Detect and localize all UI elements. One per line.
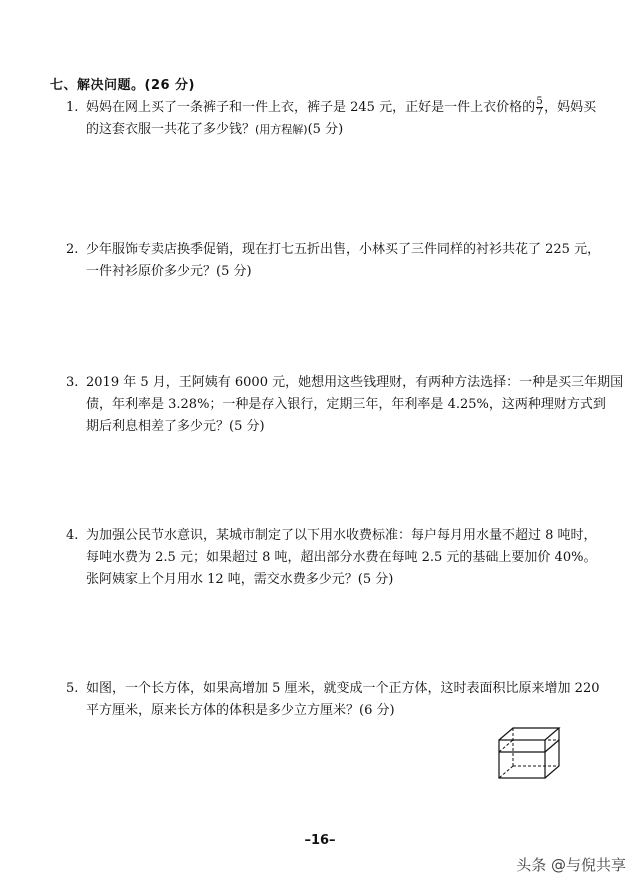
problem-1-line-1 xyxy=(66,96,597,119)
problem-5-line-1 xyxy=(66,678,600,700)
section-title: 七、解决问题。(26 分) xyxy=(50,78,195,93)
problem-4-line-2: 每吨水费为 2.5 元；如果超过 8 吨，超出部分水费在每吨 2.5 元的基础上要加价 40%。 xyxy=(86,550,597,565)
problem-2-line-1 xyxy=(66,239,601,261)
problem-5-line-2: 平方厘米，原来长方体的体积是多少立方厘米？(6 分) xyxy=(86,703,395,718)
cuboid-diagram-icon xyxy=(497,726,563,780)
fraction-numerator: 5 xyxy=(536,96,543,107)
problem-text: 2019 年 5 月，王阿姨有 6000 元，她想用这些钱理财，有两种方法选择：一种是买三年期国 xyxy=(86,375,624,390)
problem-number: 1. xyxy=(66,100,79,115)
page-number: –16– xyxy=(304,833,336,848)
problem-text: ，妈妈买 xyxy=(544,100,597,115)
problem-5 xyxy=(66,678,600,722)
problem-3-line-2: 债，年利率是 3.28%；一种是存入银行，定期三年，年利率是 4.25%，这两种理财方式到 xyxy=(86,397,606,412)
problem-1-line-2 xyxy=(66,119,586,141)
problem-2-line-2: 一件衬衫原价多少元？(5 分) xyxy=(86,264,252,279)
problem-number: 5. xyxy=(66,681,79,696)
problem-text: 的这套衣服一共花了多少钱？ xyxy=(86,122,256,137)
problem-score: (5 分) xyxy=(307,122,344,137)
problem-4 xyxy=(66,525,597,591)
problem-text: 为加强公民节水意识，某城市制定了以下用水收费标准：每户每月用水量不超过 8 吨时， xyxy=(86,528,597,543)
problem-text: 少年服饰专卖店换季促销，现在打七五折出售，小林买了三件同样的衬衫共花了 225 元， xyxy=(86,242,601,257)
problem-2 xyxy=(66,239,601,283)
problem-4-line-3: 张阿姨家上个月用水 12 吨，需交水费多少元？(5 分) xyxy=(86,572,394,587)
problem-text: 妈妈在网上买了一条裤子和一件上衣，裤子是 245 元，正好是一件上衣价格的 xyxy=(86,100,536,115)
problem-number: 2. xyxy=(66,242,79,257)
problem-3-line-3: 期后利息相差了多少元？(5 分) xyxy=(86,419,265,434)
problem-text: 如图，一个长方体，如果高增加 5 厘米，就变成一个正方体，这时表面积比原来增加 220 xyxy=(86,681,600,696)
problem-number: 4. xyxy=(66,528,79,543)
problem-number: 3. xyxy=(66,375,79,390)
watermark: 头条 @与倪共享 xyxy=(516,856,626,874)
method-note: (用方程解) xyxy=(255,123,308,136)
fraction-denominator: 7 xyxy=(536,107,543,118)
problem-4-line-1 xyxy=(66,525,597,547)
problem-1 xyxy=(66,96,597,141)
problem-3-line-1 xyxy=(66,372,624,394)
problem-3 xyxy=(66,372,624,438)
fraction xyxy=(536,97,543,118)
